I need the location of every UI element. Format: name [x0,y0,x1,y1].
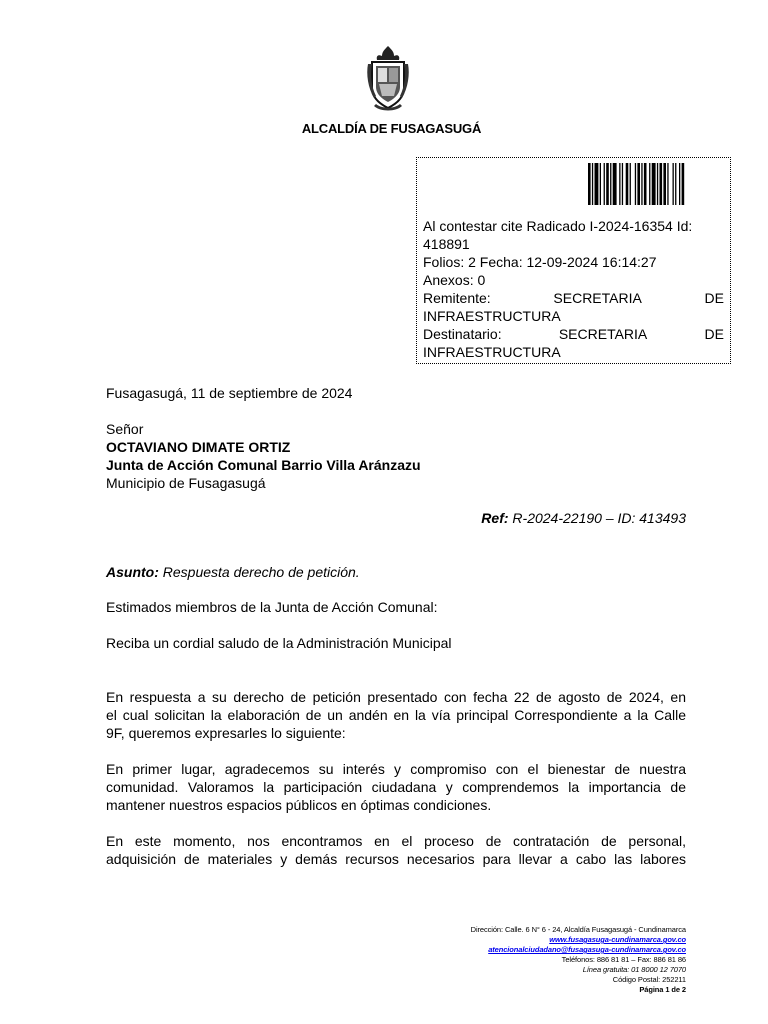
page-footer [471,925,686,995]
paragraph-1-line: el cual solicitan la elaboración de un andén en la vía principal Correspondiente a la Calle [106,707,686,723]
stamp-folios-fecha: Folios: 2 Fecha: 12-09-2024 16:14:27 [423,254,657,270]
stamp-destinatario-label: Destinatario: [423,326,502,342]
reference-value: R-2024-22190 – ID: 413493 [508,510,686,526]
stamp-radicado [423,217,724,361]
stamp-id: 418891 [423,236,470,252]
stamp-remitente-word1: SECRETARIA [553,290,642,306]
recipient-city: Municipio de Fusagasugá [106,475,266,491]
stamp-destinatario-word2: DE [704,326,724,342]
paragraph-2-line: mantener nuestros espacios públicos en óptimas condiciones. [106,797,492,813]
subject-label: Asunto: [106,564,159,580]
paragraph-3-line: En este momento, nos encontramos en el proceso de contratación de personal, [106,833,686,849]
stamp-radicado-line [423,217,724,235]
paragraph-2 [106,760,686,814]
salutation-title: Señor [106,421,144,437]
footer-address: Dirección: Calle. 6 N° 6 - 24, Alcaldía Fusagasugá - Cundinamarca [470,925,686,934]
filing-stamp [416,157,731,364]
recipient-org: Junta de Acción Comunal Barrio Villa Aránzazu [106,457,421,473]
cordial-salutation: Reciba un cordial saludo de la Administración Municipal [106,635,452,651]
paragraph-3 [106,832,686,868]
paragraph-2-line: En primer lugar, agradecemos su interés y compromiso con el bienestar de nuestra [106,761,686,777]
stamp-remitente-word2: DE [704,290,724,306]
paragraph-1 [106,688,686,742]
recipient-block [106,420,686,492]
stamp-destinatario [423,325,724,343]
subject-value: Respuesta derecho de petición. [158,564,360,580]
subject-line [106,563,686,581]
footer-email-link[interactable]: atencionalciudadano@fusagasuga-cundinamarca.gov.co [488,945,686,954]
reference-line [106,509,686,527]
organization-name: ALCALDÍA DE FUSAGASUGÁ [301,121,482,136]
stamp-anexos: Anexos: 0 [423,272,486,288]
stamp-destinatario-word1: SECRETARIA [558,326,648,342]
stamp-remitente [423,289,724,307]
stamp-radicado-text: Al contestar cite Radicado I-2024-16354 Id: [423,218,693,234]
paragraph-1-line: En respuesta a su derecho de petición presentado con fecha 22 de agosto de 2024, en [106,689,686,705]
stamp-remitente-label: Remitente: [423,290,491,306]
paragraph-1-line: 9F, queremos expresarles lo siguiente: [106,725,346,741]
paragraph-3-line: adquisición de materiales y demás recursos necesarios para llevar a cabo las labores [106,851,686,867]
place-date: Fusagasugá, 11 de septiembre de 2024 [106,385,353,401]
footer-toll-free: Línea gratuita: 01 8000 12 7070 [582,965,686,974]
footer-postal: Código Postal: 252211 [612,975,686,984]
stamp-remitente-value: INFRAESTRUCTURA [423,308,561,324]
footer-website-link[interactable]: www.fusagasuga-cundinamarca.gov.co [549,935,686,944]
footer-page-number: Página 1 de 2 [639,985,686,994]
paragraph-2-line: comunidad. Valoramos la participación ciudadana y comprendemos la importancia de [106,779,686,795]
greeting: Estimados miembros de la Junta de Acción Comunal: [106,599,438,615]
reference-label: Ref: [481,510,509,526]
stamp-destinatario-value: INFRAESTRUCTURA [423,344,561,360]
recipient-name: OCTAVIANO DIMATE ORTIZ [106,439,291,455]
footer-phones: Teléfonos: 886 81 81 – Fax: 886 81 86 [561,955,686,964]
barcode [588,163,728,205]
coat-of-arms-logo [364,44,412,116]
